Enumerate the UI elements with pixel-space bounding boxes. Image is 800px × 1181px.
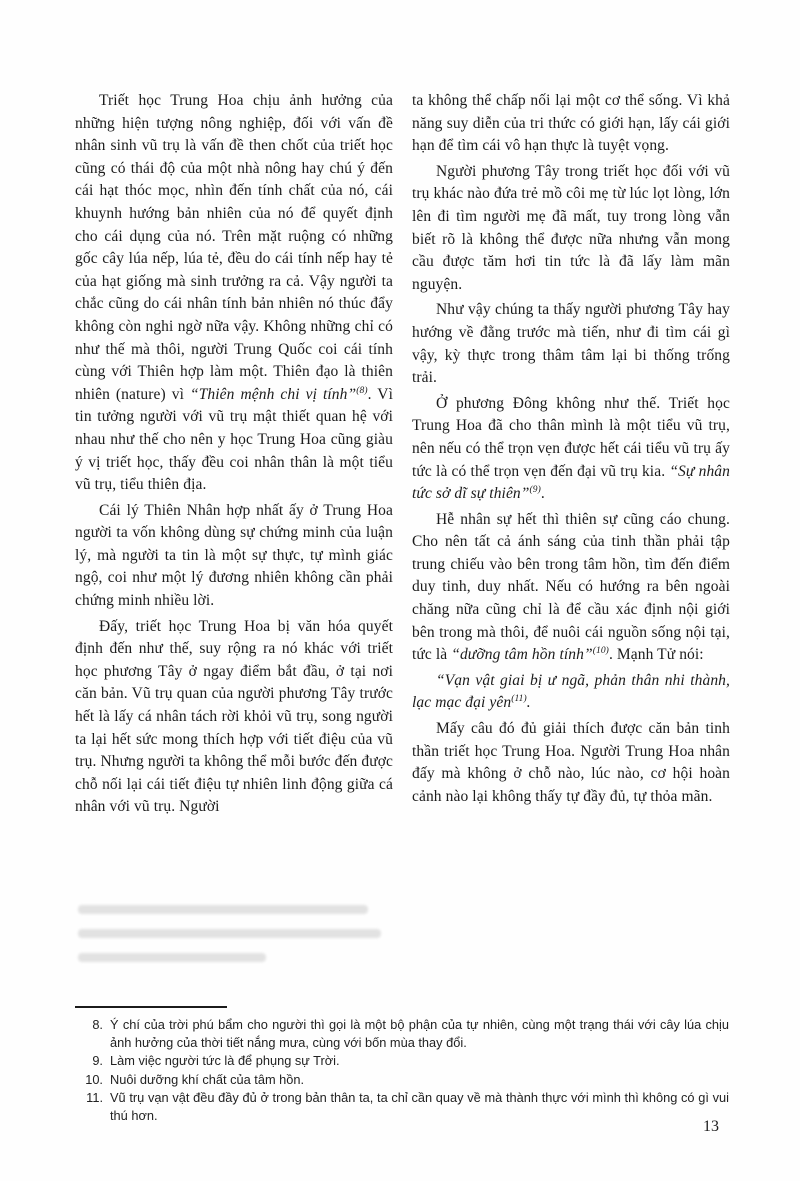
paragraph (412, 393, 730, 506)
bleedthrough-line (78, 953, 266, 962)
bleedthrough-text (78, 905, 388, 977)
paragraph (75, 90, 393, 497)
text-segment: Hễ nhân sự hết thì thiên sự cũng cáo chung. Cho nên tất cả ánh sáng của tinh thần phải tập trung chiếu vào bên trong tâm hồn, tìm đến điểm duy tinh, duy nhất. Nếu có hướng ra bên ngoài chăng nữa cũng chỉ là để cầu xác định nội giới bên trong mà thôi, để nuôi cái nguồn sống nội tại, tức là (412, 510, 730, 664)
text-segment: Như vậy chúng ta thấy người phương Tây hay hướng về đằng trước mà tiến, như đi tìm cái gì vậy, kỳ thực trong thâm tâm lại bi thống trống trải. (412, 301, 730, 387)
text-segment: “Thiên mệnh chi vị tính” (189, 385, 357, 403)
footnote-text: Làm việc người tức là để phụng sự Trời. (110, 1053, 340, 1069)
paragraph (412, 509, 730, 667)
text-segment: . Vì tin tưởng người với vũ trụ mật thiết quan hệ với nhau như thế cho nên y học Trung Hoa cũng giàu ý vị triết học, thấy đều coi nhân thân là một tiểu vũ trụ, tiểu thiên địa. (75, 385, 393, 494)
paragraph (412, 670, 730, 715)
footnotes-section (75, 1016, 729, 1126)
footnote-reference: (10) (592, 646, 609, 657)
footnote-reference: (8) (356, 385, 368, 396)
right-text-column (412, 90, 730, 808)
text-segment: . (540, 485, 545, 503)
text-segment: Triết học Trung Hoa chịu ảnh hưởng của những hiện tượng nông nghiệp, đối với vấn đề nhân sinh vũ trụ là vấn đề then chốt của triết học cũng có thái độ của một nhà nông hay chú ý đến cái hạt thóc mọc, nhìn đến tính chất của nó, cái khuynh hướng bản nhiên của nó để quyết định cho cái dụng của nó. Trên mặt ruộng có những gốc cây lúa nếp, lúa tẻ, đều do cái tính nếp hay tẻ của hạt giống mà sinh trưởng ra cả. Vậy người ta chắc cũng do cái nhân tính bản nhiên nó thúc đẩy không còn nghi ngờ nữa vậy. Không những chỉ có như thế mà thôi, người Trung Quốc coi cái tính cùng với Thiên hợp làm một. Thiên đạo là thiên nhiên (nature) vì (75, 92, 393, 403)
footnote-item (75, 1016, 729, 1051)
paragraph (412, 299, 730, 389)
footnote-text: Vũ trụ vạn vật đều đầy đủ ở trong bản thân ta, ta chỉ cần quay về mà thành thực với mình thì không có gì vui thú hơn. (110, 1090, 729, 1123)
footnote-text: Nuôi dưỡng khí chất của tâm hồn. (110, 1071, 305, 1087)
text-segment: . Mạnh Tử nói: (608, 646, 704, 664)
bleedthrough-line (78, 929, 381, 938)
paragraph (75, 616, 393, 819)
footnote-reference: (11) (511, 694, 527, 705)
footnote-number: 10. (85, 1071, 103, 1087)
text-segment: ta không thể chấp nối lại một cơ thể sống. Vì khả năng suy diễn của tri thức có giới hạn, lấy cái giới hạn để tìm cái vô hạn thực là tuyệt vọng. (412, 92, 730, 155)
footnote-item (75, 1089, 729, 1124)
footnote-number: 8. (92, 1017, 103, 1032)
footnote-number: 11. (86, 1090, 103, 1106)
text-segment: Cái lý Thiên Nhân hợp nhất ấy ở Trung Hoa người ta vốn không dùng sự chứng minh của luận lý, mà người ta tin là một sự thực, tự mình giác ngộ, coi như một lý đương nhiên không cần phải chứng minh nhiều lời. (75, 501, 393, 610)
text-segment: Đấy, triết học Trung Hoa bị văn hóa quyết định đến như thế, suy rộng ra nó khác với triết học phương Tây ở ngay điểm bắt đầu, ở tại nơi căn bản. Vũ trụ quan của người phương Tây trước hết là lấy cá nhân tách rời khỏi vũ trụ, song người ta lại hết sức mong thích hợp với tiết điệu của vũ trụ. Nhưng người ta không thể mỗi bước đến được chỗ nối lại cái tiết điệu tự nhiên linh động giữa cá nhân với vũ trụ. Người (75, 617, 393, 816)
text-segment: “Sự nhân tức sở dĩ sự thiên” (412, 462, 730, 503)
text-segment: . (526, 694, 531, 712)
footnote-reference: (9) (529, 484, 541, 495)
paragraph (412, 90, 730, 158)
footnote-item (75, 1071, 729, 1089)
paragraph (412, 161, 730, 297)
text-segment: Mấy câu đó đủ giải thích được căn bản tinh thần triết học Trung Hoa. Người Trung Hoa nhân đấy mà không ở chỗ nào, lúc nào, cơ hội hoàn cảnh nào lại không thấy tự đầy đủ, tự thỏa mãn. (412, 720, 730, 805)
text-segment: Người phương Tây trong triết học đối với vũ trụ khác nào đứa trẻ mồ côi mẹ từ lúc lọt lòng, lớn lên đi tìm người mẹ đã mất, tuy trong lòng vẫn biết rõ là không thể được nữa nhưng vẫn mong cầu được tăm hơi tin tức là đã lấy làm mãn nguyện. (412, 162, 730, 293)
footnote-text: Ý chí của trời phú bẩm cho người thì gọi là một bộ phận của tự nhiên, cùng một trạng thái với cây lúa chịu ảnh hưởng của thời tiết nắng mưa, cùng với bốn mùa thay đổi. (110, 1017, 729, 1050)
footnote-item (75, 1052, 729, 1070)
page-number: 13 (703, 1118, 719, 1135)
footnote-number: 9. (92, 1053, 103, 1069)
text-segment: “dưỡng tâm hồn tính” (451, 646, 593, 664)
text-segment: Ở phương Đông không như thế. Triết học Trung Hoa đã cho thân mình là một tiểu vũ trụ, nên nếu có thể trọn vẹn được hết cái tiểu vũ trụ ấy tức là có thể trọn vẹn đến đại vũ trụ kia. (412, 394, 730, 480)
text-segment: “Vạn vật giai bị ư ngã, phản thân nhi thành, lạc mạc đại yên (412, 671, 730, 712)
bleedthrough-line (78, 905, 368, 914)
left-text-column (75, 90, 393, 819)
footnote-separator (75, 1006, 227, 1008)
paragraph (75, 500, 393, 613)
paragraph (412, 718, 730, 808)
